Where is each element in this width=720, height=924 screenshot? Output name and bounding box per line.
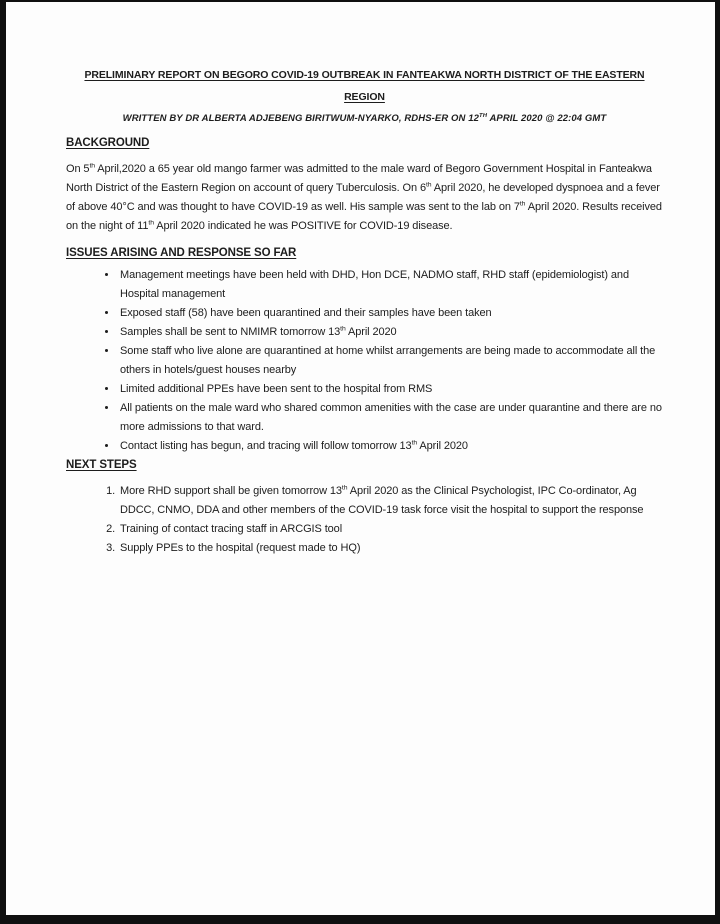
text-segment: WRITTEN BY DR ALBERTA ADJEBENG BIRITWUM-NYARKO, RDHS-ER ON 12 — [122, 113, 480, 124]
text-segment: Exposed staff (58) have been quarantined and their samples have been taken — [120, 307, 492, 319]
report-title-line: PRELIMINARY REPORT ON BEGORO COVID-19 OUTBREAK IN FANTEAKWA NORTH DISTRICT OF THE EASTERN — [84, 69, 645, 81]
superscript-text: th — [411, 439, 418, 447]
issue-bullet — [118, 342, 663, 380]
text-segment: APRIL 2020 @ 22:04 GMT — [487, 113, 607, 124]
text-segment: Contact listing has begun, and tracing will follow tomorrow 13 — [120, 440, 412, 452]
text-segment: April 2020 indicated he was POSITIVE for COVID-19 disease. — [153, 220, 453, 232]
text-segment: Management meetings have been held with DHD, Hon DCE, NADMO staff, RHD staff (epidemiologist) and Hospital management — [120, 269, 629, 300]
superscript-text: th — [148, 219, 154, 227]
superscript-text: TH — [479, 112, 488, 119]
issue-bullet — [118, 266, 663, 304]
issues-bullet-list — [66, 266, 663, 456]
text-segment: April 2020 — [345, 326, 397, 338]
superscript-text: th — [425, 181, 432, 189]
issue-bullet — [118, 304, 663, 323]
text-segment: Samples shall be sent to NMIMR tomorrow 13 — [120, 326, 341, 338]
report-title-line: REGION — [344, 91, 385, 103]
text-segment: April 2020. Results received on the night of 11 — [66, 201, 662, 232]
section-next-steps-heading: NEXT STEPS — [66, 459, 137, 471]
issue-bullet — [118, 380, 663, 399]
report-content — [6, 2, 715, 558]
next-step-item — [118, 482, 663, 520]
text-segment: Some staff who live alone are quarantined at home whilst arrangements are being made to accommodate all the others in hotels/guest houses nearby — [120, 345, 656, 376]
section-issues-heading: ISSUES ARISING AND RESPONSE SO FAR — [66, 247, 297, 259]
text-segment: April,2020 a 65 year old mango farmer was admitted to the male ward of Begoro Government Hospital in Fanteakwa North District of the Eastern Region on account of query Tuberculosis. On 6 — [66, 163, 652, 194]
text-segment: On 5 — [66, 163, 90, 175]
section-background-heading: BACKGROUND — [66, 137, 150, 149]
text-segment: April 2020, he developed dyspnoea and a fever of above 40°C and was thought to have COVID-19 as well. His sample was sent to the lab on 7 — [66, 182, 660, 213]
next-step-item — [118, 539, 663, 558]
text-segment: April 2020 as the Clinical Psychologist, IPC Co-ordinator, Ag DDCC, CNMO, DDA and other members of the COVID-19 task force visit the hospital to support the response — [120, 485, 644, 516]
text-segment: All patients on the male ward who shared common amenities with the case are under quarantine and there are no more admissions to that ward. — [120, 402, 662, 433]
superscript-text: th — [519, 200, 526, 208]
issue-bullet — [118, 437, 663, 456]
text-segment: Training of contact tracing staff in ARCGIS tool — [120, 523, 343, 535]
text-segment: April 2020 — [417, 440, 468, 452]
next-step-item — [118, 520, 663, 539]
text-segment: Supply PPEs to the hospital (request made to HQ) — [120, 542, 361, 554]
report-title — [66, 64, 663, 108]
report-byline — [66, 112, 663, 125]
next-steps-list — [66, 482, 663, 558]
superscript-text: th — [341, 484, 348, 492]
superscript-text: th — [89, 162, 95, 170]
report-page — [6, 2, 715, 915]
issue-bullet — [118, 399, 663, 437]
superscript-text: th — [340, 325, 346, 333]
issue-bullet — [118, 323, 663, 342]
text-segment: Limited additional PPEs have been sent to the hospital from RMS — [120, 383, 433, 395]
text-segment: More RHD support shall be given tomorrow 13 — [120, 485, 342, 497]
background-paragraph — [66, 160, 663, 236]
